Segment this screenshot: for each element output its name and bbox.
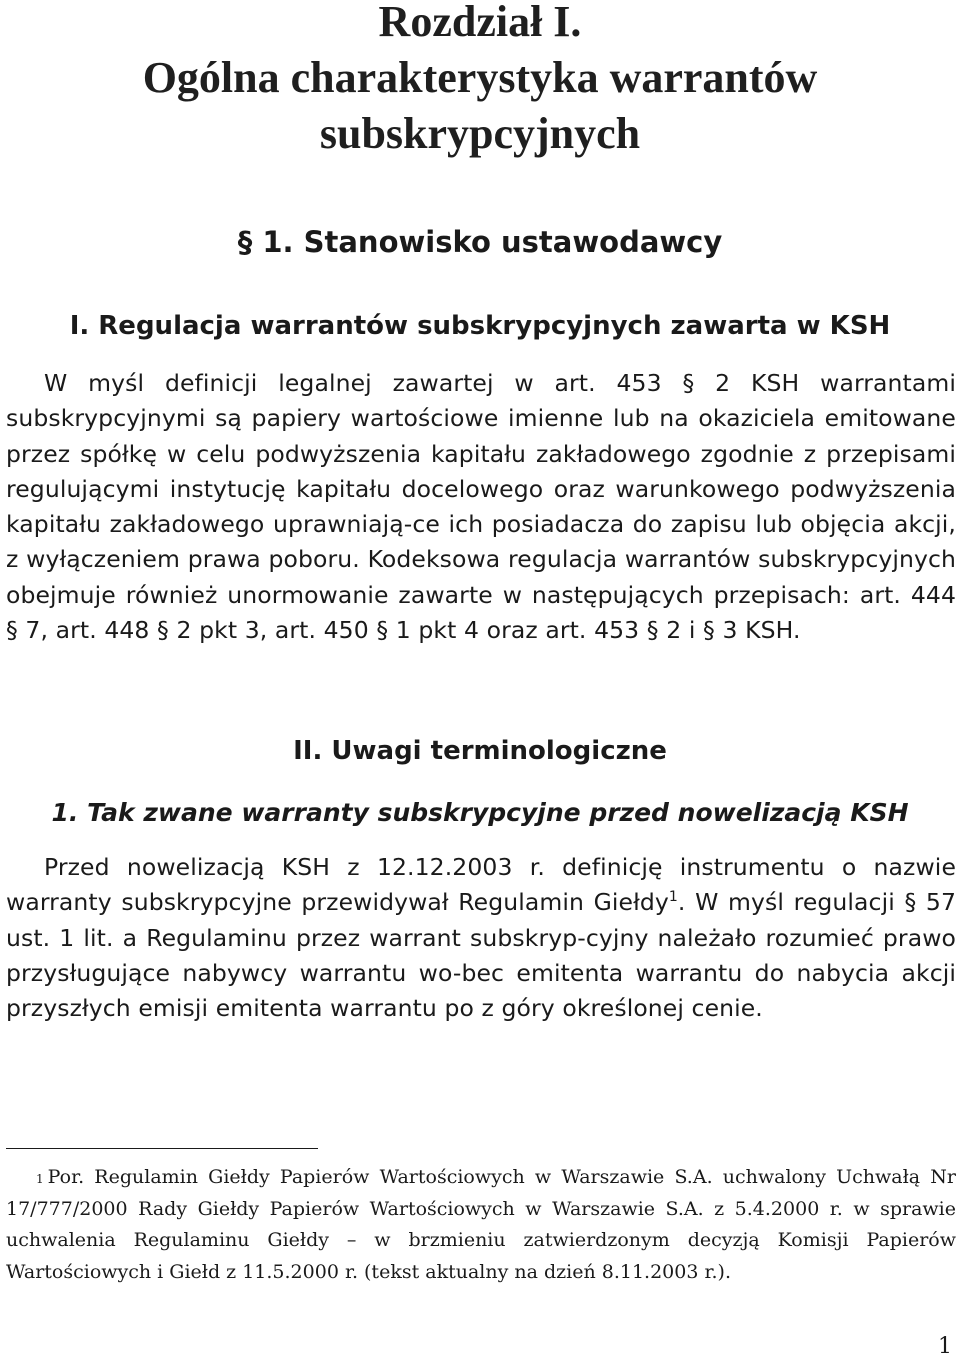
part-2-heading: II. Uwagi terminologiczne <box>293 736 667 766</box>
footnote-mark: 1 <box>36 1172 44 1186</box>
footnote-reference[interactable]: 1 <box>668 889 678 906</box>
page-number: 1 <box>938 1334 952 1359</box>
footnote-text: Por. Regulamin Giełdy Papierów Wartościowych w Warszawie S.A. uchwalony Uchwałą Nr 17/777/2000 Rady Giełdy Papierów Wartościowych w Warszawie S.A. z 5.4.2000 r. w sprawie uchwalenia Regulaminu Giełdy – w brzmieniu zatwierdzonym decyzją Komisji Papierów Wartościowych i Giełd z 11.5.2000 r. (tekst aktualny na dzień 8.11.2003 r.). <box>6 1166 956 1283</box>
footnote-divider <box>6 1148 318 1149</box>
section-heading: § 1. Stanowisko ustawodawcy <box>237 225 723 259</box>
chapter-title <box>0 0 960 162</box>
footnote <box>6 1162 956 1288</box>
part-1-heading: I. Regulacja warrantów subskrypcyjnych zawarta w KSH <box>69 311 891 341</box>
chapter-title-line-1: Rozdział I. <box>378 0 582 46</box>
part-2-paragraph-start: Przed nowelizacją KSH z 12.12.2003 r. definicję instrumentu o nazwie warranty subskrypcyjne przewidywał Regulamin Giełdy <box>6 853 956 917</box>
chapter-title-line-2: Ogólna charakterystyka warrantów <box>142 53 818 102</box>
part-2-paragraph <box>6 850 956 1026</box>
part-1-paragraph: W myśl definicji legalnej zawartej w art. 453 § 2 KSH warrantami subskrypcyjnymi są papiery wartościowe imienne lub na okaziciela emitowane przez spółkę w celu podwyższenia kapitału zakładowego zgodnie z przepisami regulującymi instytucję kapitału docelowego oraz warunkowego podwyższenia kapitału zakładowego uprawniają-ce ich posiadacza do zapisu lub objęcia akcji, z wyłączeniem prawa poboru. Kodeksowa regulacja warrantów subskrypcyjnych obejmuje również unormowanie zawarte w następujących przepisach: art. 444 § 7, art. 448 § 2 pkt 3, art. 450 § 1 pkt 4 oraz art. 453 § 2 i § 3 KSH. <box>6 369 956 645</box>
part-2-subheading: 1. Tak zwane warranty subskrypcyjne przed nowelizacją KSH <box>51 798 909 827</box>
chapter-title-line-3: subskrypcyjnych <box>319 109 641 158</box>
part-2-paragraph-end: . W myśl regulacji § 57 ust. 1 lit. a Regulaminu przez warrant subskryp-cyjny należało rozumieć prawo przysługujące nabywcy warrantu wo-bec emitenta warrantu do nabycia akcji przyszłych emisji emitenta warrantu po z góry określonej cenie. <box>6 888 956 1023</box>
